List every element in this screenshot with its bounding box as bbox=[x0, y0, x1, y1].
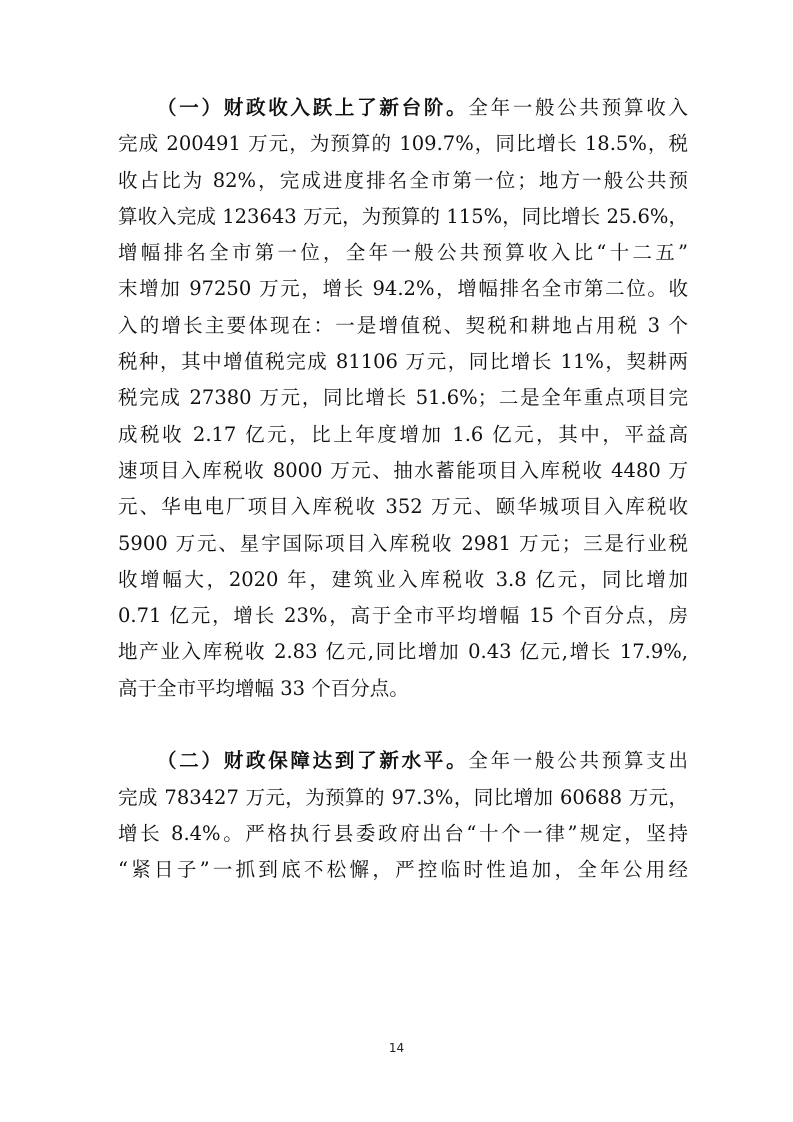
paragraph-line: “紧日子”一抓到底不松懈，严控临时性追加，全年公用经 bbox=[118, 858, 688, 882]
section-1-first-line bbox=[118, 90, 688, 126]
paragraph-line: 完成 783427 万元，为预算的 97.3%，同比增加 60688 万元， bbox=[118, 785, 688, 809]
paragraph-line: 成税收 2.17 亿元，比上年度增加 1.6 亿元，其中，平益高 bbox=[118, 422, 688, 446]
paragraph-line: 增幅排名全市第一位，全年一般公共预算收入比“十二五” bbox=[118, 241, 688, 265]
section-1-first-line-text: 全年一般公共预算收入 bbox=[468, 96, 688, 119]
body-text bbox=[118, 90, 688, 889]
section-2-first-line bbox=[118, 743, 688, 779]
paragraph-line: 5900 万元、星宇国际项目入库税收 2981 万元；三是行业税 bbox=[118, 531, 688, 555]
paragraph-line: 税完成 27380 万元，同比增长 51.6%；二是全年重点项目完 bbox=[118, 386, 688, 410]
paragraph-line: 0.71 亿元，增长 23%，高于全市平均增幅 15 个百分点，房 bbox=[118, 604, 688, 628]
paragraph-line: 税种，其中增值税完成 81106 万元，同比增长 11%，契耕两 bbox=[118, 350, 688, 374]
paragraph-line: 收占比为 82%，完成进度排名全市第一位；地方一般公共预 bbox=[118, 168, 688, 192]
paragraph-line: 增长 8.4%。严格执行县委政府出台“十个一律”规定，坚持 bbox=[118, 821, 688, 845]
section-1-heading: （一）财政收入跃上了新台阶。 bbox=[157, 96, 469, 119]
paragraph-line: 算收入完成 123643 万元，为预算的 115%，同比增长 25.6%， bbox=[118, 204, 688, 228]
paragraph-last-line: 高于全市平均增幅 33 个百分点。 bbox=[118, 676, 409, 700]
paragraph-line: 入的增长主要体现在：一是增值税、契税和耕地占用税 3 个 bbox=[118, 313, 688, 337]
paragraph-line: 末增加 97250 万元，增长 94.2%，增幅排名全市第二位。收 bbox=[118, 277, 688, 301]
paragraph-line: 元、华电电厂项目入库税收 352 万元、颐华城项目入库税收 bbox=[118, 495, 688, 519]
paragraph-line: 完成 200491 万元，为预算的 109.7%，同比增长 18.5%，税 bbox=[118, 132, 688, 156]
page-number: 14 bbox=[388, 1041, 405, 1055]
paragraph-line: 速项目入库税收 8000 万元、抽水蓄能项目入库税收 4480 万 bbox=[118, 458, 688, 482]
paragraph-spacer bbox=[118, 707, 688, 743]
paragraph-line: 收增幅大，2020 年，建筑业入库税收 3.8 亿元，同比增加 bbox=[118, 567, 688, 591]
paragraph-line: 地产业入库税收 2.83 亿元,同比增加 0.43 亿元,增长 17.9%, bbox=[118, 640, 688, 664]
section-2-first-line-text: 全年一般公共预算支出 bbox=[468, 749, 688, 773]
section-2-heading: （二）财政保障达到了新水平。 bbox=[157, 749, 469, 773]
